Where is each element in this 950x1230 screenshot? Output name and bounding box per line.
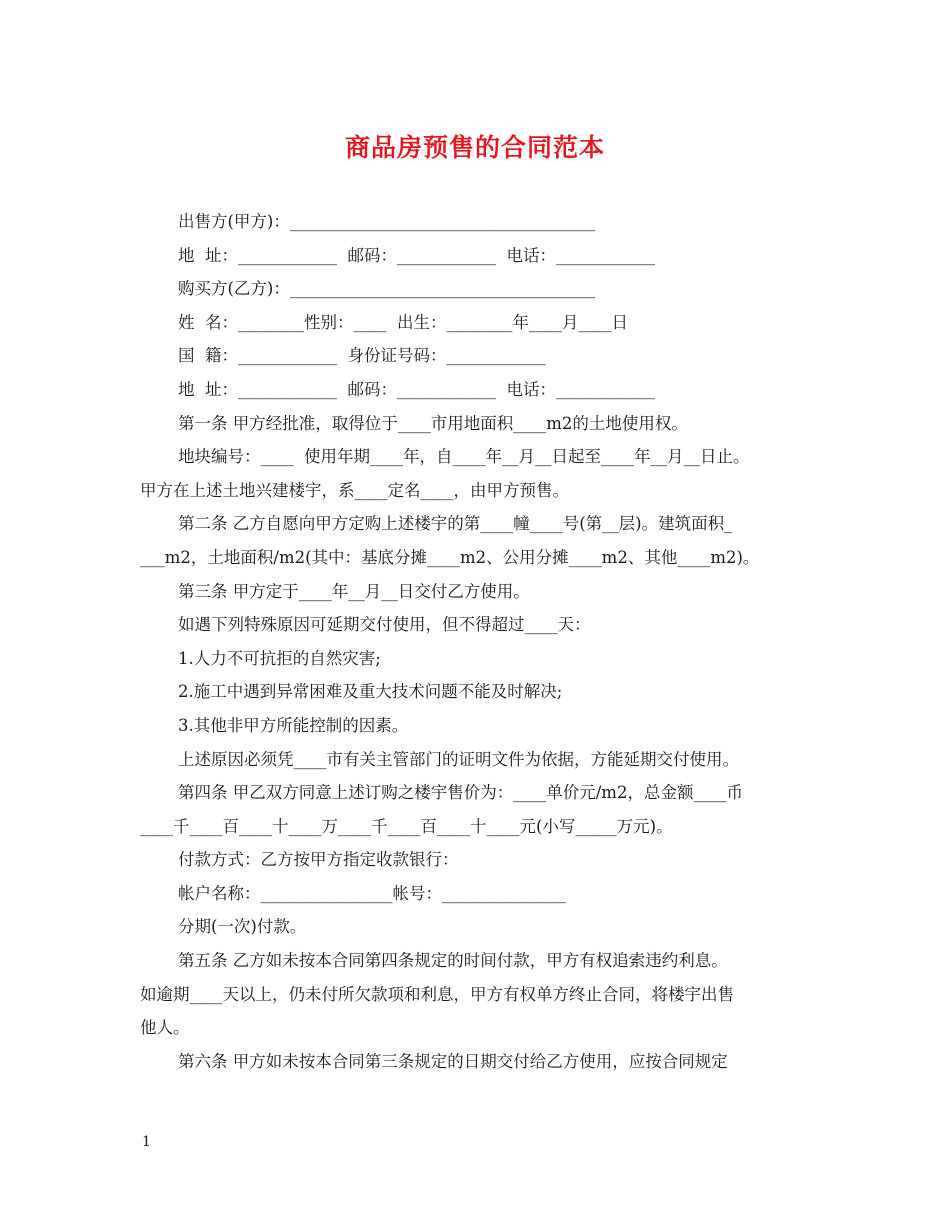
contract-line: 如逾期____天以上，仍未付所欠款项和利息，甲方有权单方终止合同，将楼宇出售 (140, 984, 734, 1004)
contract-line: 分期(一次)付款。 (178, 917, 307, 937)
contract-line: 出售方(甲方)：_____________________________________ (178, 212, 596, 231)
contract-line: 购买方(乙方)：_____________________________________ (178, 279, 596, 299)
contract-line: 地 址：____________ 邮码：____________ 电话：____________ (178, 379, 655, 399)
contract-line: 姓 名：________性别：____ 出生：________年____月____日 (178, 312, 628, 332)
contract-line: 地块编号：____ 使用年期____年，自____年__月__日起至____年__月__日止。 (178, 447, 750, 467)
contract-line: ____千____百____十____万____千____百____十____元(小写_____万元)。 (140, 816, 673, 836)
page-number: 1 (142, 1134, 151, 1150)
contract-line: 第六条 甲方如未按本合同第三条规定的日期交付给乙方使用，应按合同规定 (178, 1051, 728, 1071)
contract-line: 1.人力不可抗拒的自然灾害; (178, 648, 381, 668)
document-title: 商品房预售的合同范本 (344, 133, 605, 162)
contract-line: 付款方式：乙方按甲方指定收款银行： (178, 850, 459, 870)
contract-line: 如遇下列特殊原因可延期交付使用，但不得超过____天： (178, 615, 591, 635)
contract-line: 第四条 甲乙双方同意上述订购之楼宇售价为：____单价元/m2，总金额____币 (178, 783, 743, 803)
contract-line: 第二条 乙方自愿向甲方定购上述楼宇的第____幢____号(第__层)。建筑面积_ (178, 514, 733, 534)
contract-line: 上述原因必须凭____市有关主管部门的证明文件为依据，方能延期交付使用。 (178, 749, 739, 769)
contract-line: 他人。 (140, 1018, 190, 1038)
contract-line: 帐户名称：________________帐号：_______________ (178, 883, 566, 903)
contract-line: 3.其他非甲方所能控制的因素。 (178, 715, 409, 735)
contract-line: 第三条 甲方定于____年__月__日交付乙方使用。 (178, 581, 530, 601)
document-body (140, 205, 820, 1078)
contract-line: ___m2，土地面积/m2(其中：基底分摊____m2、公用分摊____m2、其他____m2)。 (140, 547, 760, 567)
contract-line: 第五条 乙方如未按本合同第四条规定的时间付款，甲方有权追索违约利息。 (178, 951, 728, 971)
contract-line: 地 址：____________ 邮码：____________ 电话：____________ (178, 245, 655, 265)
contract-line: 甲方在上述土地兴建楼宇，系____定名____，由甲方预售。 (140, 480, 569, 500)
contract-line: 第一条 甲方经批准，取得位于____市用地面积____m2的土地使用权。 (178, 413, 688, 433)
contract-line: 国 籍：____________ 身份证号码：____________ (178, 346, 546, 366)
contract-line: 2.施工中遇到异常困难及重大技术问题不能及时解决; (178, 682, 563, 702)
